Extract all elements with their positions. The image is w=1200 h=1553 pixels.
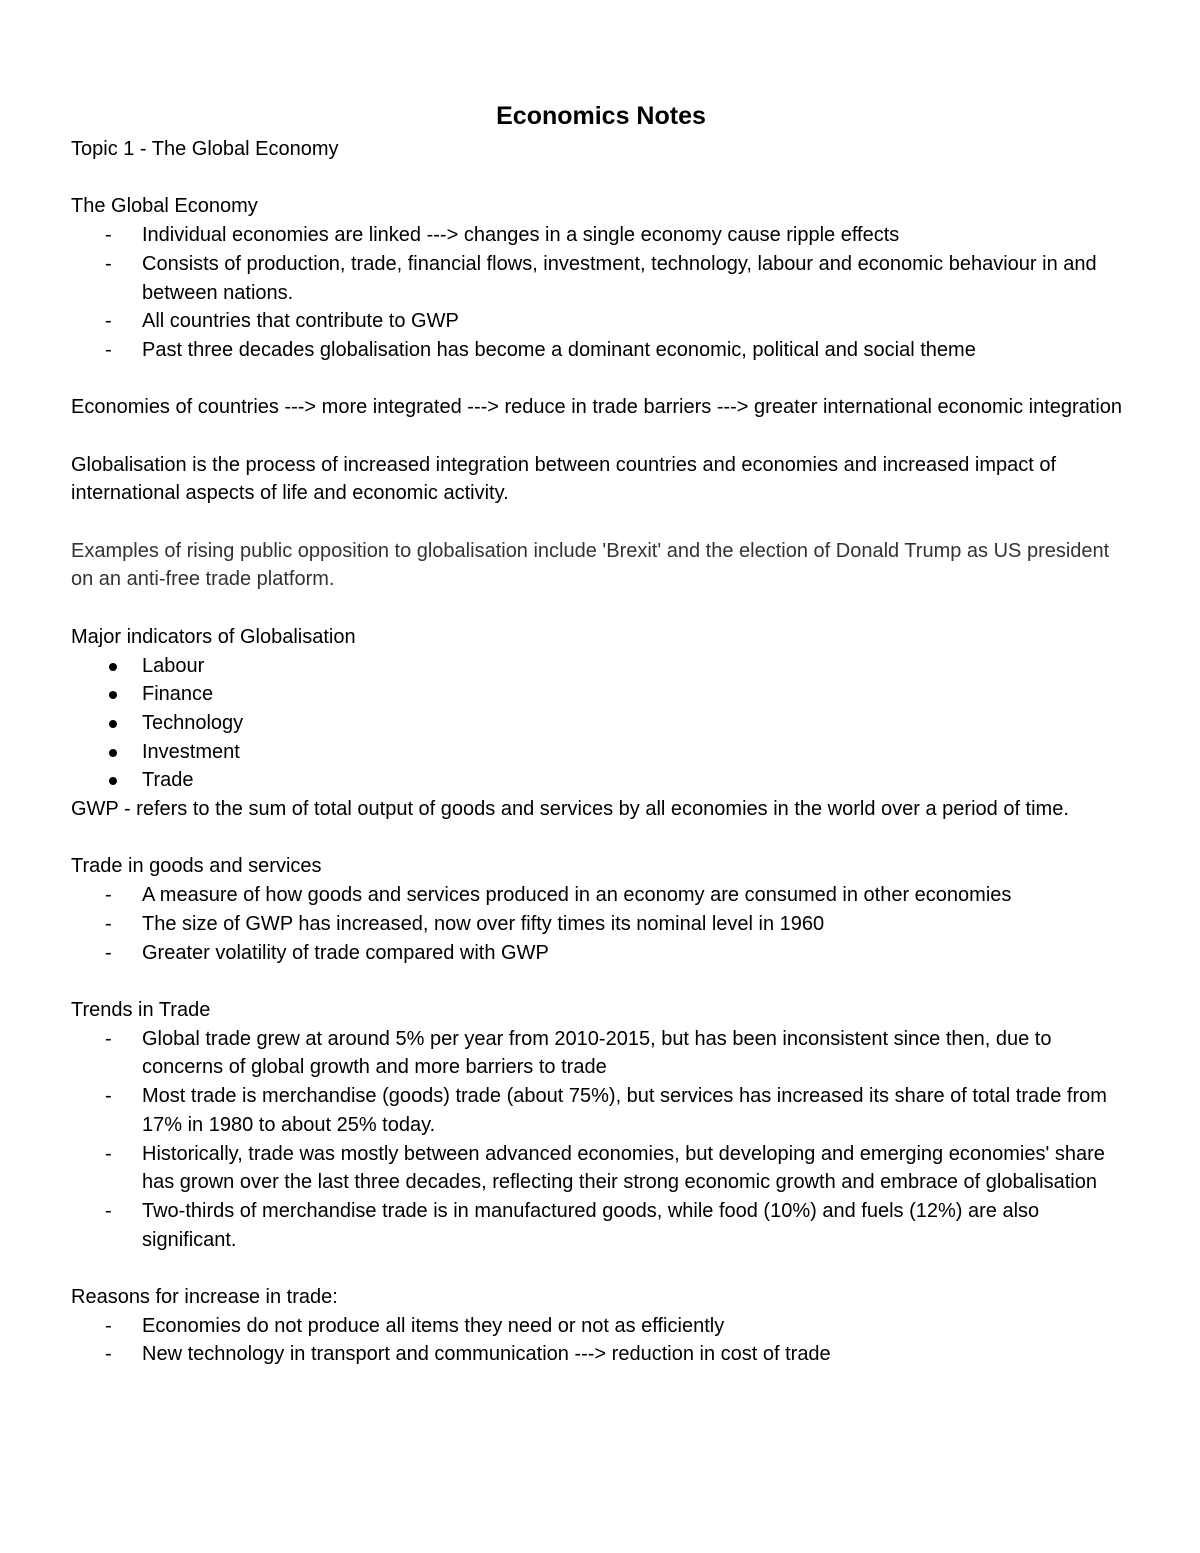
spacer — [71, 422, 1131, 451]
list-item-text: The size of GWP has increased, now over fifty times its nominal level in 1960 — [142, 912, 825, 935]
paragraph-gwp-definition: GWP - refers to the sum of total output of goods and services by all economies in the world over a period of time. — [71, 798, 1069, 821]
bullet-icon — [109, 720, 117, 728]
trade-goods-services-list — [71, 881, 1131, 967]
paragraph-opposition-examples: Examples of rising public opposition to globalisation include 'Brexit' and the election of Donald Trump as US president on an anti-free trade platform. — [71, 539, 1110, 591]
topic-heading: Topic 1 - The Global Economy — [71, 138, 339, 160]
dash-marker: - — [105, 1142, 112, 1165]
list-item-text: Greater volatility of trade compared with GWP — [142, 941, 549, 964]
dash-marker: - — [105, 338, 112, 361]
list-item-text: Technology — [142, 711, 244, 734]
indicators-list — [71, 652, 1131, 796]
bullet-icon — [109, 749, 117, 757]
spacer — [71, 365, 1131, 394]
dash-marker: - — [105, 310, 112, 333]
spacer — [71, 164, 1131, 193]
list-item — [71, 221, 1131, 250]
list-item — [71, 939, 1131, 968]
list-item-text: Labour — [142, 654, 205, 677]
list-item — [71, 1025, 1131, 1082]
list-item-text: New technology in transport and communication ---> reduction in cost of trade — [142, 1343, 831, 1366]
spacer — [71, 824, 1131, 853]
list-item — [71, 680, 1131, 709]
document-page — [71, 98, 1131, 1369]
dash-marker: - — [105, 224, 112, 247]
dash-marker: - — [105, 1199, 112, 1222]
dash-marker: - — [105, 252, 112, 275]
list-item-text: All countries that contribute to GWP — [142, 310, 459, 333]
list-item — [71, 738, 1131, 767]
list-item-text: Economies do not produce all items they need or not as efficiently — [142, 1314, 725, 1337]
dash-marker: - — [105, 912, 112, 935]
dash-marker: - — [105, 1085, 112, 1108]
list-item — [71, 250, 1131, 307]
dash-marker: - — [105, 1314, 112, 1337]
bullet-icon — [109, 663, 117, 671]
list-item-text: Finance — [142, 683, 214, 706]
list-item — [71, 1197, 1131, 1254]
spacer — [71, 1254, 1131, 1283]
list-item-text: Trade — [142, 769, 194, 792]
list-item — [71, 1140, 1131, 1197]
dash-marker: - — [105, 1343, 112, 1366]
section-heading-trends-in-trade: Trends in Trade — [71, 998, 211, 1021]
list-item — [71, 910, 1131, 939]
dash-marker: - — [105, 941, 112, 964]
section-heading-indicators: Major indicators of Globalisation — [71, 625, 356, 648]
section-heading-trade-goods-services: Trade in goods and services — [71, 855, 322, 878]
list-item — [71, 709, 1131, 738]
spacer — [71, 594, 1131, 623]
list-item — [71, 1082, 1131, 1139]
list-item-text: Two-thirds of merchandise trade is in manufactured goods, while food (10%) and fuels (12%) are also significant. — [142, 1199, 1040, 1251]
list-item-text: Investment — [142, 740, 240, 763]
list-item — [71, 1340, 1131, 1369]
list-item — [71, 336, 1131, 365]
section-heading-reasons-increase-trade: Reasons for increase in trade: — [71, 1286, 338, 1308]
page-title: Economics Notes — [496, 102, 706, 130]
list-item — [71, 1312, 1131, 1341]
list-item — [71, 766, 1131, 795]
reasons-increase-trade-list — [71, 1312, 1131, 1369]
list-item-text: Global trade grew at around 5% per year from 2010-2015, but has been inconsistent since then, due to concerns of global growth and more barriers to trade — [142, 1027, 1052, 1079]
trends-in-trade-list — [71, 1025, 1131, 1255]
bullet-icon — [109, 691, 117, 699]
list-item-text: Consists of production, trade, financial flows, investment, technology, labour and economic behaviour in and between nations. — [142, 252, 1097, 304]
spacer — [71, 508, 1131, 537]
global-economy-list — [71, 221, 1131, 365]
list-item — [71, 307, 1131, 336]
list-item-text: Past three decades globalisation has become a dominant economic, political and social theme — [142, 338, 976, 361]
list-item-text: Most trade is merchandise (goods) trade (about 75%), but services has increased its share of total trade from 17% in 1980 to about 25% today. — [142, 1085, 1107, 1136]
list-item-text: Individual economies are linked ---> changes in a single economy cause ripple effects — [142, 224, 900, 247]
paragraph-globalisation-definition: Globalisation is the process of increased integration between countries and economies and increased impact of international aspects of life and economic activity. — [71, 453, 1057, 505]
paragraph-integration: Economies of countries ---> more integrated ---> reduce in trade barriers ---> greater international economic integration — [71, 396, 1123, 419]
section-heading-global-economy: The Global Economy — [71, 195, 258, 218]
list-item-text: A measure of how goods and services produced in an economy are consumed in other economies — [142, 884, 1012, 907]
list-item — [71, 652, 1131, 681]
dash-marker: - — [105, 1027, 112, 1050]
list-item — [71, 881, 1131, 910]
spacer — [71, 967, 1131, 996]
dash-marker: - — [105, 884, 112, 907]
list-item-text: Historically, trade was mostly between advanced economies, but developing and emerging economies' share has grown over the last three decades, reflecting their strong economic growth and embrace of globalisation — [142, 1142, 1105, 1194]
bullet-icon — [109, 777, 117, 785]
